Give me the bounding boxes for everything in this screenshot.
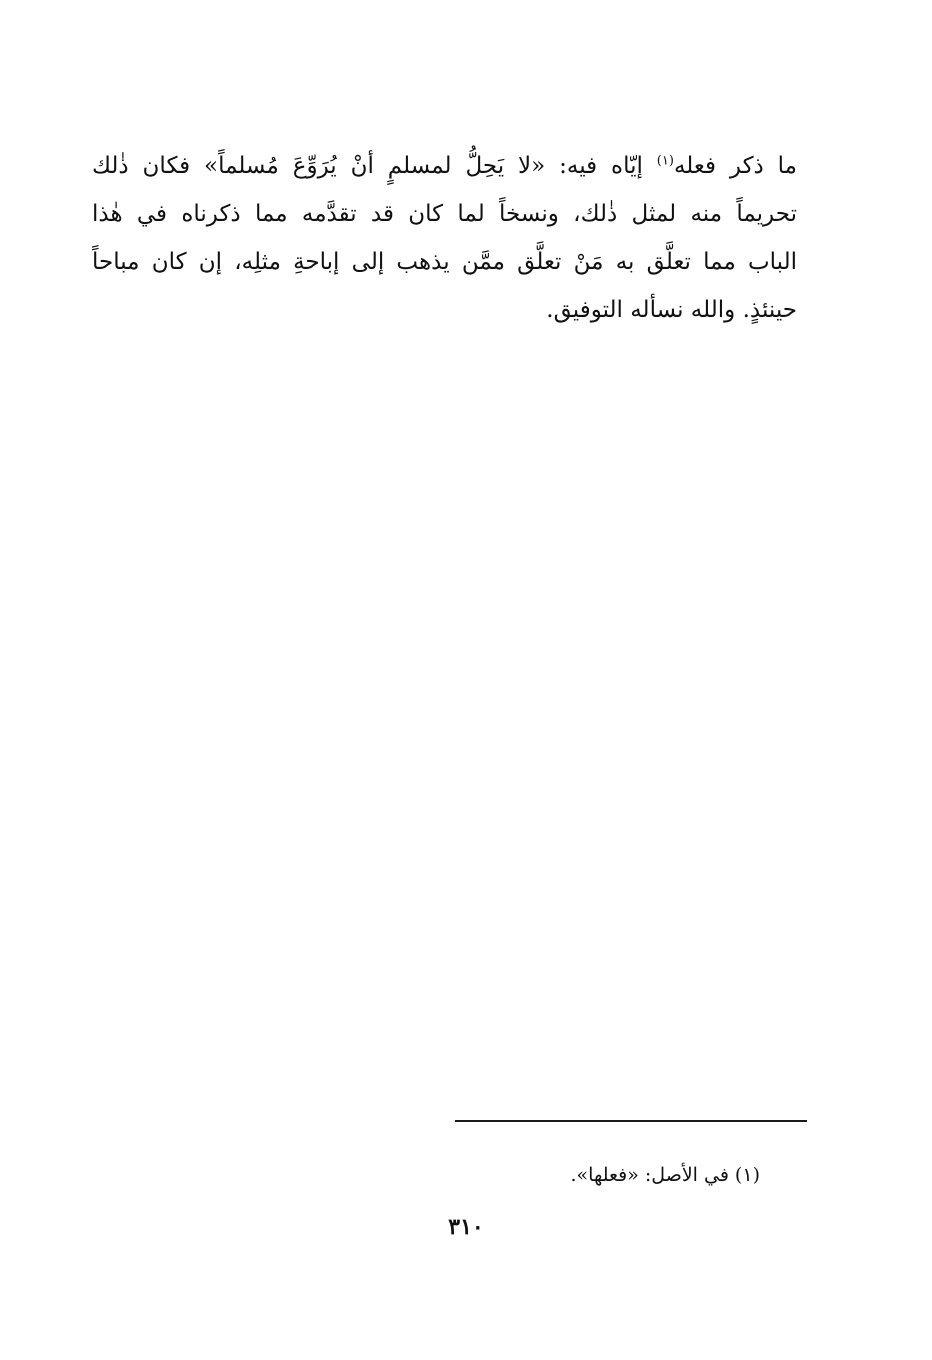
text-line-4: حينئذٍ. والله نسأله التوفيق.	[546, 297, 797, 323]
text-line-2: تحريماً منه لمثل ذٰلك، ونسخاً لما كان قد تقدَّمه مما ذكرناه في هٰذا	[92, 201, 797, 227]
footnote-marker: (١)	[656, 153, 674, 169]
main-text	[92, 142, 797, 334]
text-segment: ما ذكر فعله	[673, 153, 797, 179]
text-line-1	[92, 142, 797, 190]
text-segment: إيّاه فيه: «لا يَحِلُّ لمسلمٍ أنْ يُرَوِّعَ مُسلماً» فكان ذٰلك	[92, 153, 643, 179]
text-line-3: الباب مما تعلَّق به مَنْ تعلَّق ممَّن يذهب إلى إباحةِ مثلِه، إن كان مباحاً	[92, 249, 797, 275]
page-number: ٣١٠	[448, 1214, 484, 1240]
footnote-separator	[455, 1120, 807, 1122]
footnote: (١) في الأصل: «فعلها».	[570, 1164, 760, 1186]
